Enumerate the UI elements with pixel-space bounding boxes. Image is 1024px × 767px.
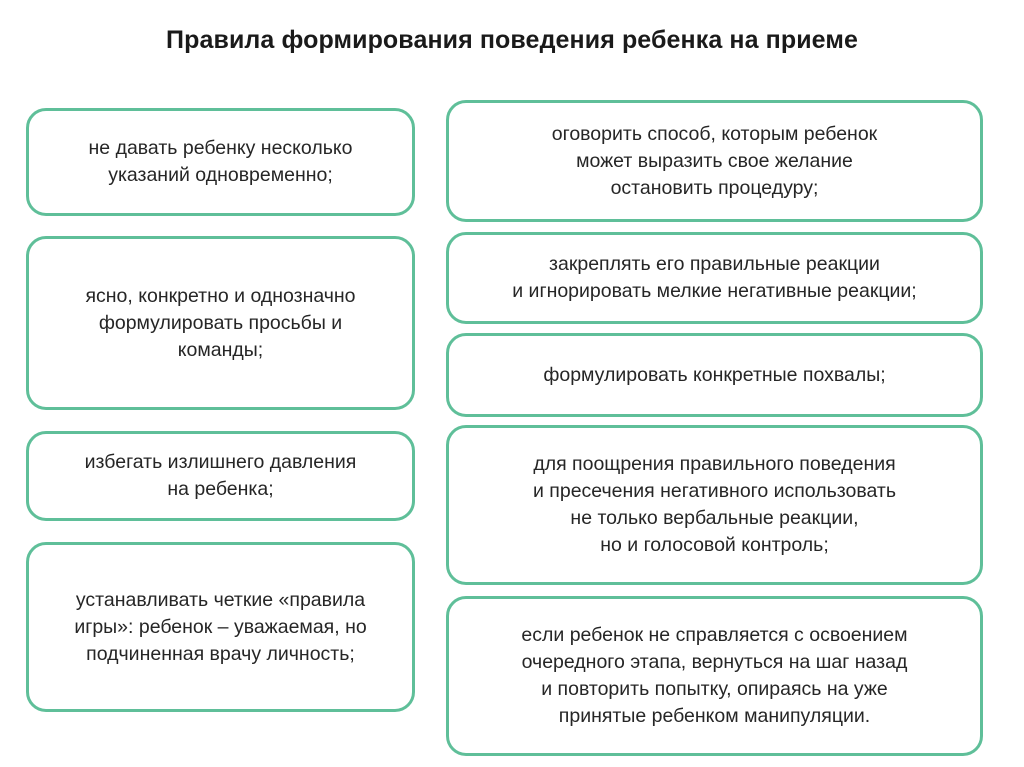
rule-card-right-4 [446, 425, 983, 585]
rule-card-right-5 [446, 596, 983, 756]
rule-text: закреплять его правильные реакции и игнорировать мелкие негативные реакции; [512, 253, 917, 302]
rule-text: избегать излишнего давления на ребенка; [84, 451, 357, 500]
rule-card-left-4 [26, 542, 415, 712]
rule-card-left-3 [26, 431, 415, 521]
rule-card-right-1 [446, 100, 983, 222]
rule-text: устанавливать четкие «правила игры»: ребенок – уважаемая, но подчиненная врачу личность; [74, 588, 367, 665]
rule-text: не давать ребенку несколько указаний одновременно; [88, 137, 353, 186]
rule-card-right-2 [446, 232, 983, 324]
rule-card-right-3 [446, 333, 983, 417]
rule-card-left-2 [26, 236, 415, 410]
rule-card-left-1 [26, 108, 415, 216]
rule-text: если ребенок не справляется с освоением очередного этапа, вернуться на шаг назад и повторить попытку, опираясь на уже принятые ребенком манипуляции. [521, 624, 908, 727]
rule-text: ясно, конкретно и однозначно формулировать просьбы и команды; [85, 284, 356, 361]
rule-text: формулировать конкретные похвалы; [543, 363, 886, 386]
slide-title: Правила формирования поведения ребенка на приеме [166, 26, 858, 54]
rule-text: оговорить способ, которым ребенок может выразить свое желание остановить процедуру; [551, 122, 878, 199]
rule-text: для поощрения правильного поведения и пресечения негативного использовать не только вербальные реакции, но и голосовой контроль; [533, 453, 896, 556]
